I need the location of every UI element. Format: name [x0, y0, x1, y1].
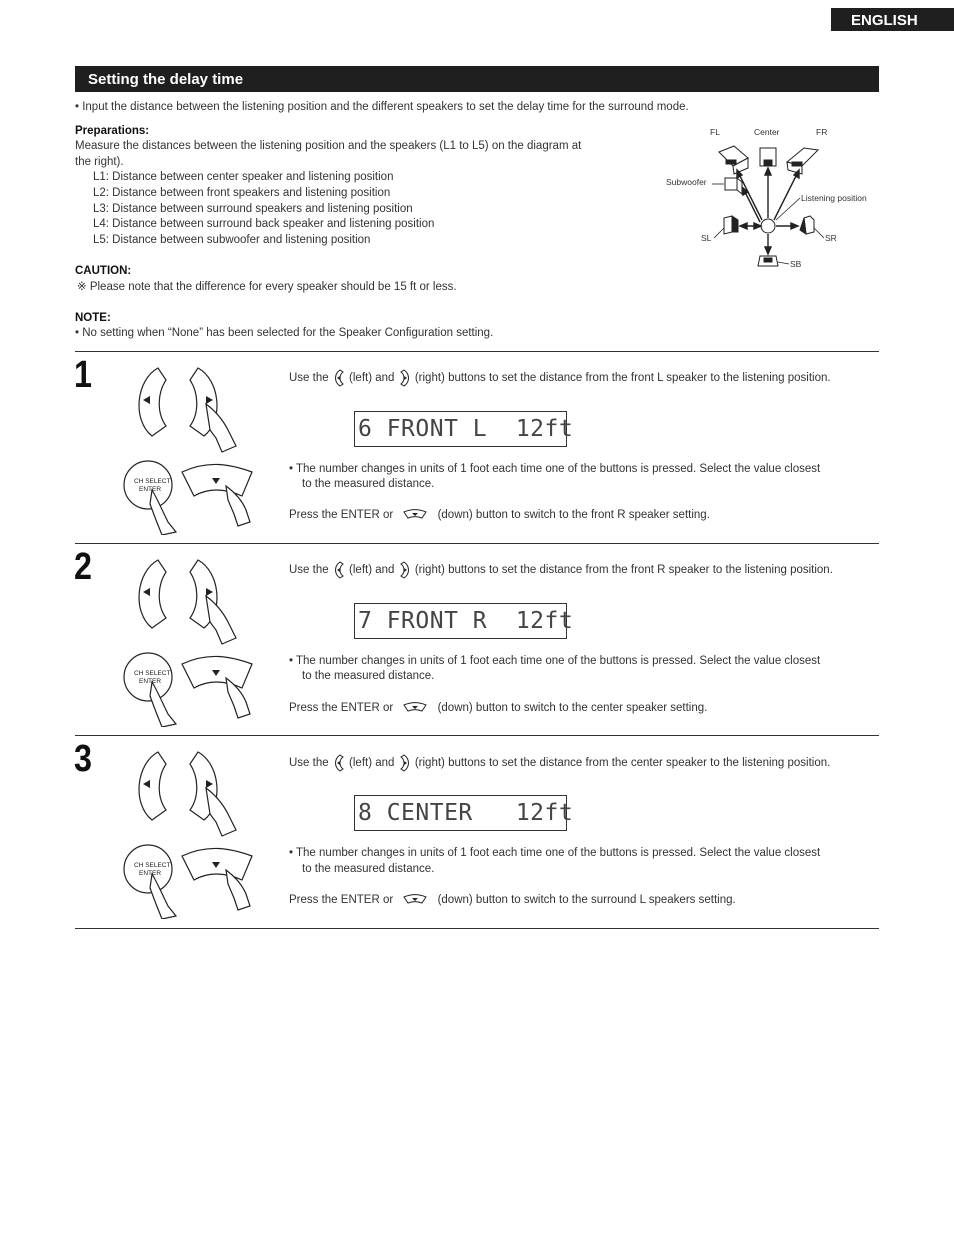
- press-text: Press the ENTER or: [289, 702, 394, 714]
- enter-button-icon: [124, 845, 172, 893]
- diagram-label-listening: Listening position: [801, 193, 867, 203]
- instruction-text: Use the: [289, 757, 329, 770]
- step-divider: [75, 928, 879, 929]
- note-text: • No setting when “None” has been selected for the Speaker Configuration setting.: [75, 327, 494, 339]
- enter-button-label: ENTER: [139, 678, 162, 685]
- left-button-icon: [139, 752, 166, 820]
- caution-heading: CAUTION:: [75, 265, 132, 277]
- step-bullet: • The number changes in units of 1 foot each time one of the buttons is pressed. Select the value closest: [289, 847, 821, 859]
- instruction-text: Use the: [289, 372, 329, 385]
- left-button-icon: [139, 560, 166, 628]
- enter-button-icon: [124, 653, 172, 701]
- front-panel-display: 7 FRONT R 12ft: [354, 603, 567, 639]
- press-text: (down) button to switch to the surround L speakers setting.: [437, 894, 736, 906]
- step-instruction: [289, 754, 830, 772]
- preparations-line-2: the right).: [75, 156, 124, 168]
- intro-text: • Input the distance between the listening position and the different speakers to set the delay time for the surround mode.: [75, 101, 689, 113]
- enter-button-label: CH SELECT: [134, 670, 171, 677]
- enter-button-icon: [124, 461, 172, 509]
- step-divider: [75, 735, 879, 736]
- press-text: (down) button to switch to the front R speaker setting.: [437, 509, 710, 521]
- instruction-text: (left) and: [349, 757, 395, 770]
- left-button-icon: [332, 561, 346, 579]
- left-button-icon: [332, 369, 346, 387]
- step-instruction: [289, 369, 831, 387]
- enter-button-label: ENTER: [139, 486, 162, 493]
- preparations-heading: Preparations:: [75, 125, 150, 137]
- down-button-icon: [402, 702, 428, 714]
- left-button-icon: [139, 368, 166, 436]
- enter-button-label: ENTER: [139, 870, 162, 877]
- front-panel-display: 8 CENTER 12ft: [354, 795, 567, 831]
- preparations-item: L5: Distance between subwoofer and listening position: [93, 234, 371, 246]
- preparations-line-1: Measure the distances between the listening position and the speakers (L1 to L5) on the diagram at: [75, 140, 582, 152]
- step-instruction: [289, 561, 833, 579]
- step-press-instruction: [289, 893, 736, 909]
- step-number: 2: [74, 546, 92, 588]
- preparations-item: L1: Distance between center speaker and listening position: [93, 171, 394, 183]
- step-divider: [75, 351, 879, 352]
- preparations-item: L3: Distance between surround speakers and listening position: [93, 203, 413, 215]
- instruction-text: (right) buttons to set the distance from the center speaker to the listening position.: [414, 757, 831, 770]
- enter-button-label: CH SELECT: [134, 478, 171, 485]
- instruction-text: (right) buttons to set the distance from the front L speaker to the listening position.: [414, 372, 831, 385]
- diagram-label-sr: SR: [825, 233, 837, 243]
- diagram-label-sl: SL: [701, 233, 712, 243]
- diagram-label-fr: FR: [816, 127, 828, 137]
- diagram-label-center: Center: [754, 127, 780, 137]
- press-text: (down) button to switch to the center speaker setting.: [437, 702, 708, 714]
- down-button-icon: [402, 894, 428, 906]
- diagram-label-fl: FL: [710, 127, 720, 137]
- caution-text: ※ Please note that the difference for every speaker should be 15 ft or less.: [77, 281, 457, 293]
- front-panel-display: 6 FRONT L 12ft: [354, 411, 567, 447]
- step-number: 1: [74, 354, 92, 396]
- right-button-icon: [398, 561, 412, 579]
- right-button-icon: [398, 754, 412, 772]
- preparations-item: L4: Distance between surround back speaker and listening position: [93, 218, 435, 230]
- enter-button-label: CH SELECT: [134, 862, 171, 869]
- remote-buttons-illustration: [118, 744, 268, 919]
- remote-buttons-illustration: [118, 360, 268, 535]
- step-divider: [75, 543, 879, 544]
- step-bullet-continued: to the measured distance.: [302, 670, 435, 682]
- diagram-label-sb: SB: [790, 259, 802, 269]
- section-title: Setting the delay time: [75, 66, 879, 92]
- right-button-icon: [398, 369, 412, 387]
- step-bullet: • The number changes in units of 1 foot each time one of the buttons is pressed. Select the value closest: [289, 655, 821, 667]
- step-bullet-continued: to the measured distance.: [302, 863, 435, 875]
- diagram-label-subwoofer: Subwoofer: [666, 177, 707, 187]
- preparations-item: L2: Distance between front speakers and listening position: [93, 187, 391, 199]
- instruction-text: (left) and: [349, 372, 395, 385]
- note-heading: NOTE:: [75, 312, 111, 324]
- step-bullet: • The number changes in units of 1 foot each time one of the buttons is pressed. Select the value closest: [289, 463, 821, 475]
- press-text: Press the ENTER or: [289, 894, 394, 906]
- instruction-text: Use the: [289, 564, 329, 577]
- instruction-text: (left) and: [349, 564, 395, 577]
- step-press-instruction: [289, 701, 707, 717]
- step-bullet-continued: to the measured distance.: [302, 478, 435, 490]
- left-button-icon: [332, 754, 346, 772]
- remote-buttons-illustration: [118, 552, 268, 727]
- press-text: Press the ENTER or: [289, 509, 394, 521]
- language-tab: ENGLISH: [831, 8, 954, 31]
- instruction-text: (right) buttons to set the distance from the front R speaker to the listening position.: [414, 564, 833, 577]
- step-number: 3: [74, 738, 92, 780]
- down-button-icon: [402, 509, 428, 521]
- speaker-layout-diagram: [664, 124, 879, 274]
- step-press-instruction: [289, 508, 710, 524]
